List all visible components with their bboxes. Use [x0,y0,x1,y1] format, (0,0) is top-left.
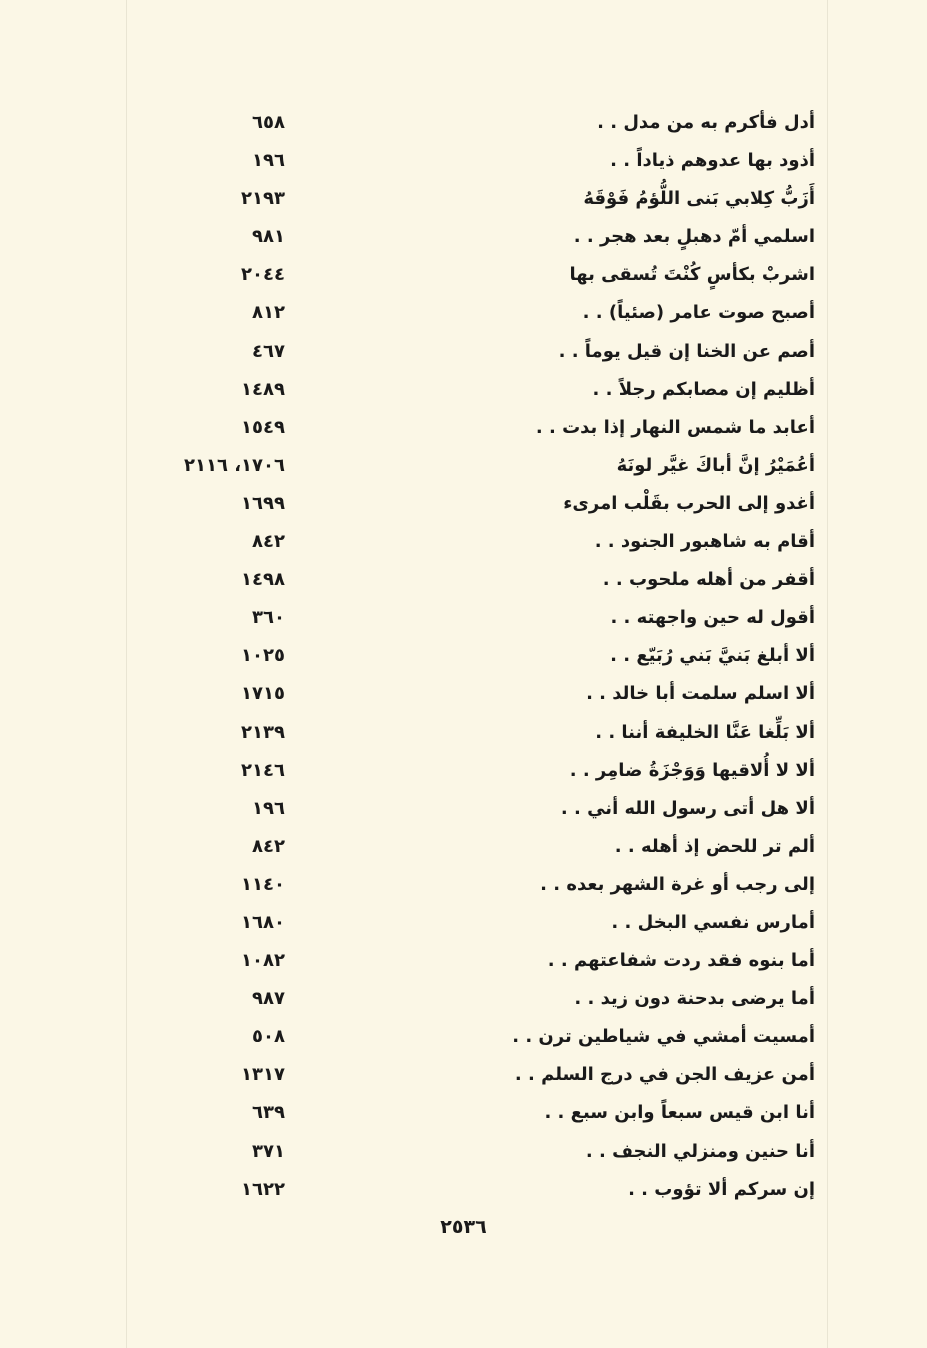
page-reference: ٨٤٢ [252,835,285,857]
page-reference: ١١٤٠ [241,873,285,895]
verse-opening: أقام به شاهبور الجنود . . [594,531,815,553]
index-entry [150,599,815,637]
page-reference: ١٩٦ [252,797,285,819]
page-margin-line [827,0,828,1348]
verse-opening: أما يرضى بدحنة دون زيد . . [574,988,815,1010]
index-entry [150,523,815,561]
index-entry [150,180,815,218]
index-entry [150,447,815,485]
page-number: ٢٥٣٦ [440,1216,487,1238]
page-reference: ٦٣٩ [252,1102,285,1124]
verse-opening: ألم تر للحض إذ أهله . . [614,835,815,857]
page-reference: ٢١٩٣ [241,188,285,210]
verse-opening: أدل فأكرم به من مدل . . [597,112,815,133]
page-reference: ٨٤٢ [252,531,285,553]
verse-opening: أما بنوه فقد ردت شفاعتهم . . [547,950,815,972]
verse-opening: أنا حنين ومنزلي النجف . . [585,1140,815,1162]
page-reference: ١٩٦ [252,150,285,172]
index-entry [150,409,815,447]
index-entry [150,104,815,142]
index-entry [150,1094,815,1132]
page-reference: ٣٧١ [252,1140,285,1162]
index-entry [150,752,815,790]
verse-opening: أمسيت أمشي في شياطين ترن . . [512,1026,815,1048]
index-entry [150,485,815,523]
page-reference: ٨١٢ [252,302,285,324]
verse-opening: أعابد ما شمس النهار إذا بدت . . [535,416,815,438]
verse-opening: أصم عن الخنا إن قيل يوماً . . [558,340,815,362]
verse-opening: ألا بَلِّغا عَنَّا الخليفة أننا . . [595,721,815,743]
index-entry [150,942,815,980]
index-entry [150,790,815,828]
page-margin-line [126,0,127,1348]
page-reference: ٢٠٤٤ [241,264,285,286]
page-reference: ٤٦٧ [252,340,285,362]
verse-opening: أقفر من أهله ملحوب . . [602,569,815,591]
index-entry [150,866,815,904]
verse-opening: إن سركم ألا تؤوب . . [628,1178,815,1200]
index-entry [150,714,815,752]
page-reference: ٩٨١ [252,226,285,248]
verse-opening: أصبح صوت عامر (صئياً) . . [582,302,815,324]
verse-opening: أقول له حين واجهته . . [610,607,815,629]
page-reference: ١٤٨٩ [241,378,285,400]
verse-opening: أَزَبُّ كِلابي بَنى اللُّؤمُ فَوْقَهُ [583,188,815,210]
index-entry [150,675,815,713]
index-entry [150,980,815,1018]
verse-opening: أمارس نفسي البخل . . [611,911,815,933]
page-reference: ١٧١٥ [241,683,285,705]
index-entry [150,904,815,942]
page-reference: ٣٦٠ [252,607,285,629]
page-reference: ١٦٢٢ [241,1178,285,1200]
index-entry [150,218,815,256]
page-reference: ١٠٢٥ [241,645,285,667]
index-entry [150,828,815,866]
index-entry [150,371,815,409]
verse-opening: اسلمي أمّ دهبلٍ بعد هجر . . [573,226,815,248]
verse-opening: ألا أبلغ بَنيَّ بَني رُبَيّع . . [610,645,815,667]
verse-opening: أذود بها عدوهم ذياداً . . [610,150,815,172]
verse-opening: أنا ابن قيس سبعاً وابن سبع . . [544,1102,815,1124]
index-entry [150,561,815,599]
index-entry [150,294,815,332]
verse-opening: اشربْ بكأسٍ كُنْتَ تُسقى بها [569,264,815,286]
index-entry [150,256,815,294]
verse-opening: إلى رجب أو غرة الشهر بعده . . [540,873,815,895]
page-reference: ١٧٠٦، ٢١١٦ [183,454,285,476]
page-reference: ١٠٨٢ [241,950,285,972]
page-reference: ١٣١٧ [241,1064,285,1086]
page-reference: ٢١٤٦ [241,759,285,781]
index-entry [150,637,815,675]
page-reference: ١٦٩٩ [241,492,285,514]
verse-opening: أغدو إلى الحرب بقَلْب امرىء [563,492,815,514]
page-reference: ٩٨٧ [252,988,285,1010]
page-reference: ٥٠٨ [252,1026,285,1048]
index-entry [150,1133,815,1171]
index-entry [150,1171,815,1209]
index-entry [150,142,815,180]
page-reference: ١٥٤٩ [241,416,285,438]
index-entry [150,1018,815,1056]
page-reference: ١٦٨٠ [241,911,285,933]
page-reference: ٦٥٨ [252,112,285,133]
verse-opening: ألا هل أتى رسول الله أني . . [560,797,815,819]
verse-opening: أظليم إن مصابكم رجلاً . . [592,378,815,400]
page-reference: ١٤٩٨ [241,569,285,591]
verse-opening: أمن عزيف الجن في درج السلم . . [514,1064,815,1086]
index-entry [150,333,815,371]
verse-opening: أعُمَيْرُ إنَّ أباكَ غيَّر لونَهُ [616,454,815,476]
verse-opening: ألا اسلم سلمت أبا خالد . . [586,683,815,705]
verse-index-list [150,104,815,1209]
index-entry [150,1056,815,1094]
page-reference: ٢١٣٩ [241,721,285,743]
verse-opening: ألا لا أُلاقيها وَوَجْزَةُ ضامِر . . [569,759,815,781]
